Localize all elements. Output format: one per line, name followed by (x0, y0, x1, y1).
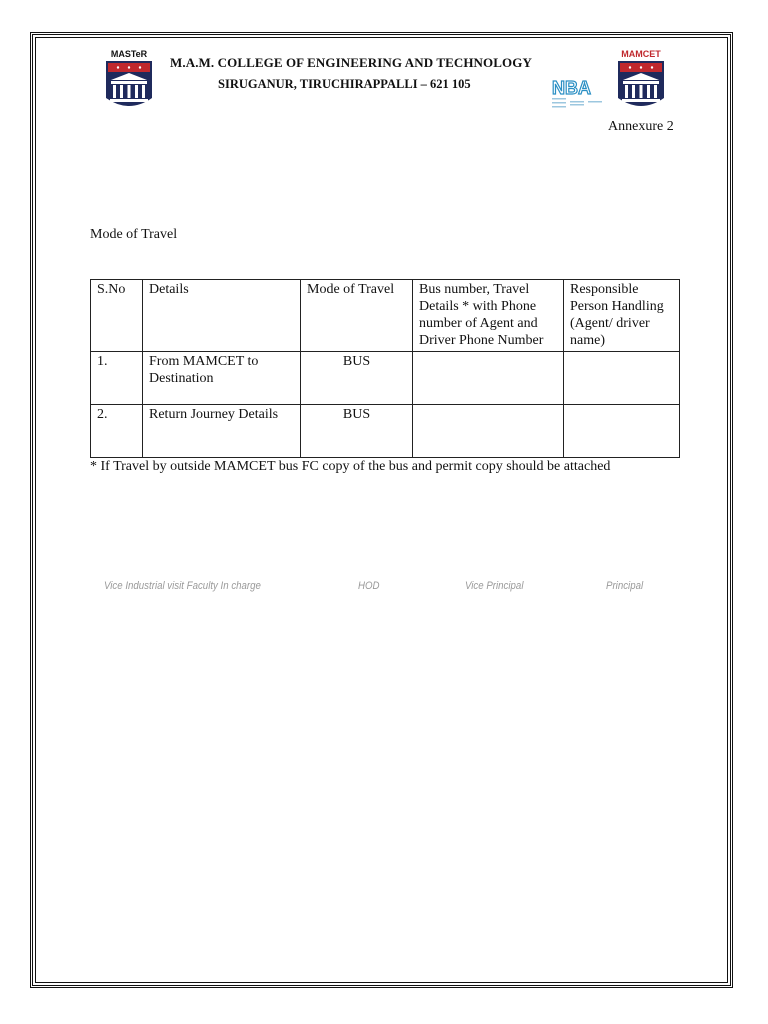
masterlogo-emblem (98, 48, 160, 114)
svg-text:MASTeR: MASTeR (110, 49, 148, 59)
header-sno: S.No (91, 280, 143, 352)
cell-bus-details (413, 352, 564, 405)
cell-mode: BUS (301, 405, 413, 458)
page-border (30, 32, 733, 988)
footnote: * If Travel by outside MAMCET bus FC copy of the bus and permit copy should be attached (90, 459, 611, 474)
table-row (91, 405, 680, 458)
cell-details: Return Journey Details (143, 405, 301, 458)
cell-responsible (564, 405, 680, 458)
mamcet-logo-emblem (610, 48, 672, 114)
section-title: Mode of Travel (90, 227, 178, 242)
cell-responsible (564, 352, 680, 405)
svg-text:NBA: NBA (552, 78, 591, 98)
header-bus-details: Bus number, Travel Details * with Phone number of Agent and Driver Phone Number (413, 280, 564, 352)
cell-sno: 1. (91, 352, 143, 405)
signature-faculty: Vice Industrial visit Faculty In charge (104, 580, 261, 592)
cell-bus-details (413, 405, 564, 458)
travel-table (90, 279, 680, 458)
cell-details: From MAMCET to Destination (143, 352, 301, 405)
svg-text:MAMCET: MAMCET (621, 49, 661, 59)
nba-logo-icon (550, 76, 608, 110)
table-row (91, 352, 680, 405)
header-details: Details (143, 280, 301, 352)
annexure-label: Annexure 2 (608, 119, 674, 134)
college-name: M.A.M. COLLEGE OF ENGINEERING AND TECHNOLOGY (170, 55, 532, 70)
header-mode: Mode of Travel (301, 280, 413, 352)
table-header-row (91, 280, 680, 352)
signature-vice-principal: Vice Principal (465, 580, 524, 592)
college-address: SIRUGANUR, TIRUCHIRAPPALLI – 621 105 (218, 77, 471, 91)
cell-mode: BUS (301, 352, 413, 405)
cell-sno: 2. (91, 405, 143, 458)
header-responsible: Responsible Person Handling (Agent/ driver name) (564, 280, 680, 352)
signature-principal: Principal (606, 580, 644, 592)
signature-hod: HOD (358, 580, 380, 592)
